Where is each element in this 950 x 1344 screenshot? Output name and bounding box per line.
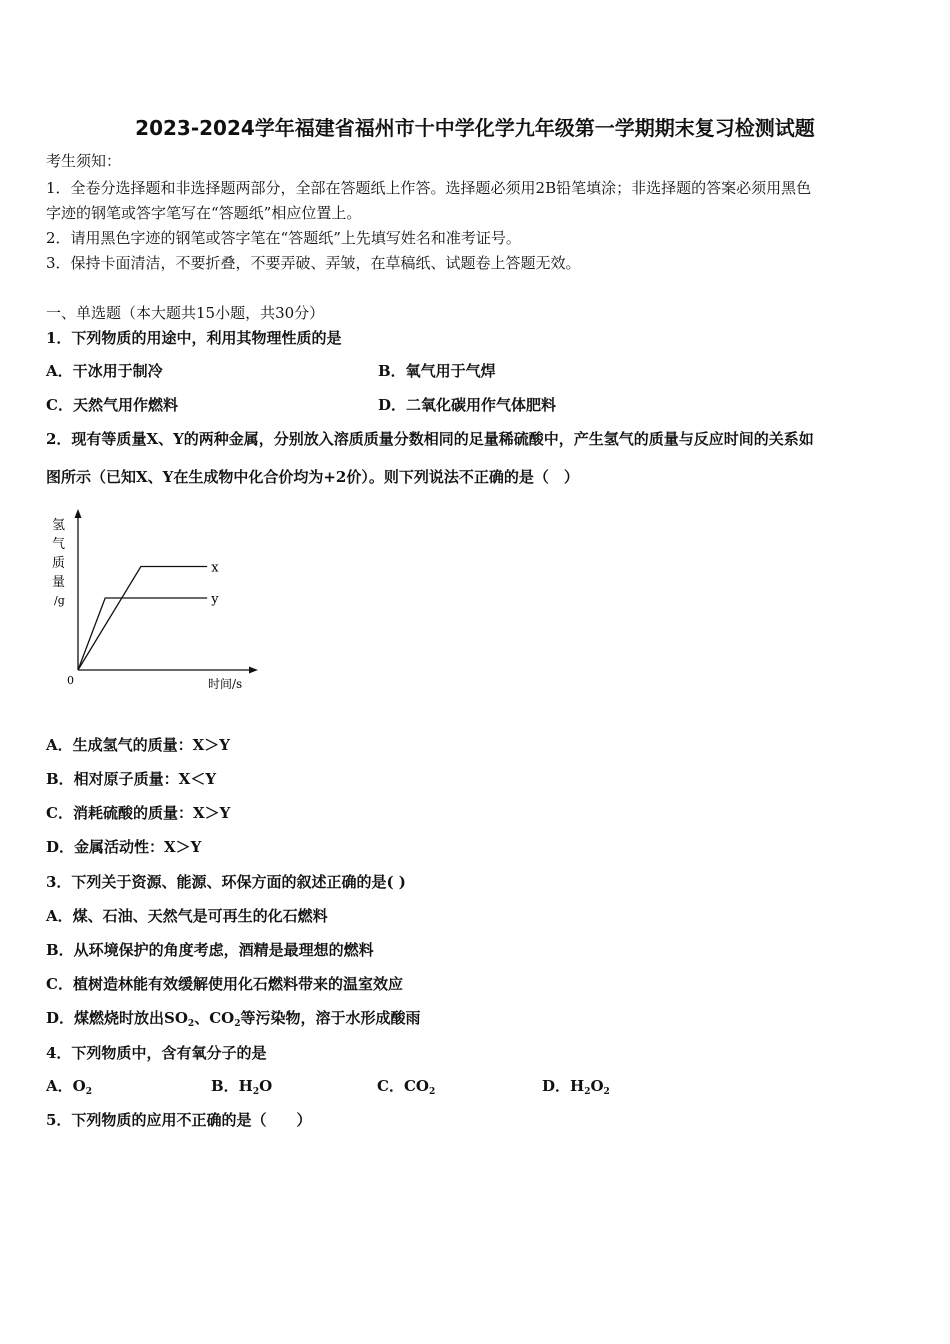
y-axis-label-char: 氢 xyxy=(52,518,66,533)
y-axis-label-char: /g xyxy=(54,594,65,607)
q1-option-a: A．干冰用于制冷 xyxy=(46,362,163,380)
notice-item: 2．请用黑色字迹的钢笔或答字笔在“答题纸”上先填写姓名和准考证号。 xyxy=(46,229,521,247)
q2-option-c: C．消耗硫酸的质量：X＞Y xyxy=(46,804,231,822)
question-2-stem-line1: 2．现有等质量X、Y的两种金属，分别放入溶质质量分数相同的足量稀硫酸中，产生氢气的质量与反应时间的关系如 xyxy=(46,430,814,448)
x-axis-label: 时间/s xyxy=(208,677,243,691)
q4-option-b: B．$H_2O$ xyxy=(211,1077,273,1097)
section-heading: 一、单选题（本大题共15小题，共30分） xyxy=(46,304,325,322)
notice-item: 1．全卷分选择题和非选择题两部分，全部在答题纸上作答。选择题必须用2B铅笔填涂；非选择题的答案必须用黑色 xyxy=(46,179,812,197)
q3-option-b: B．从环境保护的角度考虑，酒精是最理想的燃料 xyxy=(46,941,374,959)
question-2-stem-line2: 图所示（已知X、Y在生成物中化合价均为+2价）。则下列说法不正确的是（ ） xyxy=(46,468,579,486)
y-axis-label-char: 量 xyxy=(52,575,66,590)
question-5-stem: 5．下列物质的应用不正确的是（ ） xyxy=(46,1111,312,1129)
origin-label: 0 xyxy=(67,674,74,687)
notice-heading: 考生须知： xyxy=(46,152,122,170)
notice-item: 字迹的钢笔或答字笔写在“答题纸”相应位置上。 xyxy=(46,204,362,222)
series-x-label: x xyxy=(211,560,219,576)
question-1-stem: 1．下列物质的用途中，利用其物理性质的是 xyxy=(46,329,342,347)
y-axis-label-char: 质 xyxy=(52,556,66,571)
q2-option-a: A．生成氢气的质量：X＞Y xyxy=(46,736,230,754)
x-axis-arrow xyxy=(249,667,258,674)
q1-option-d: D．二氧化碳用作气体肥料 xyxy=(378,396,557,414)
hydrogen-time-chart xyxy=(40,505,270,700)
series-y-line xyxy=(78,598,207,670)
question-3-stem: 3．下列关于资源、能源、环保方面的叙述正确的是( ) xyxy=(46,873,406,891)
series-y-label: y xyxy=(211,592,219,607)
q4-option-a: A．$O_2$ xyxy=(46,1077,92,1097)
y-axis-label xyxy=(52,518,65,607)
y-axis-arrow xyxy=(75,509,82,518)
q4-option-d: D．$H_2O_2$ xyxy=(542,1077,610,1097)
q1-option-b: B．氧气用于气焊 xyxy=(378,362,496,380)
q2-option-b: B．相对原子质量：X＜Y xyxy=(46,770,217,788)
notice-item: 3．保持卡面清洁，不要折叠，不要弄破、弄皱，在草稿纸、试题卷上答题无效。 xyxy=(46,254,581,272)
q2-option-d: D．金属活动性：X＞Y xyxy=(46,838,202,856)
q3-option-d: D．煤燃烧时放出$SO_2$、$CO_2$等污染物，溶于水形成酸雨 xyxy=(46,1009,421,1029)
q3-option-a: A．煤、石油、天然气是可再生的化石燃料 xyxy=(46,907,328,925)
y-axis-label-char: 气 xyxy=(52,537,66,552)
question-4-stem: 4．下列物质中，含有氧分子的是 xyxy=(46,1044,267,1062)
page-title: 2023-2024学年福建省福州市十中学化学九年级第一学期期末复习检测试题 xyxy=(135,116,815,140)
q4-option-c: C．$CO_2$ xyxy=(377,1077,436,1097)
q3-option-c: C．植树造林能有效缓解使用化石燃料带来的温室效应 xyxy=(46,975,403,993)
q1-option-c: C．天然气用作燃料 xyxy=(46,396,178,414)
